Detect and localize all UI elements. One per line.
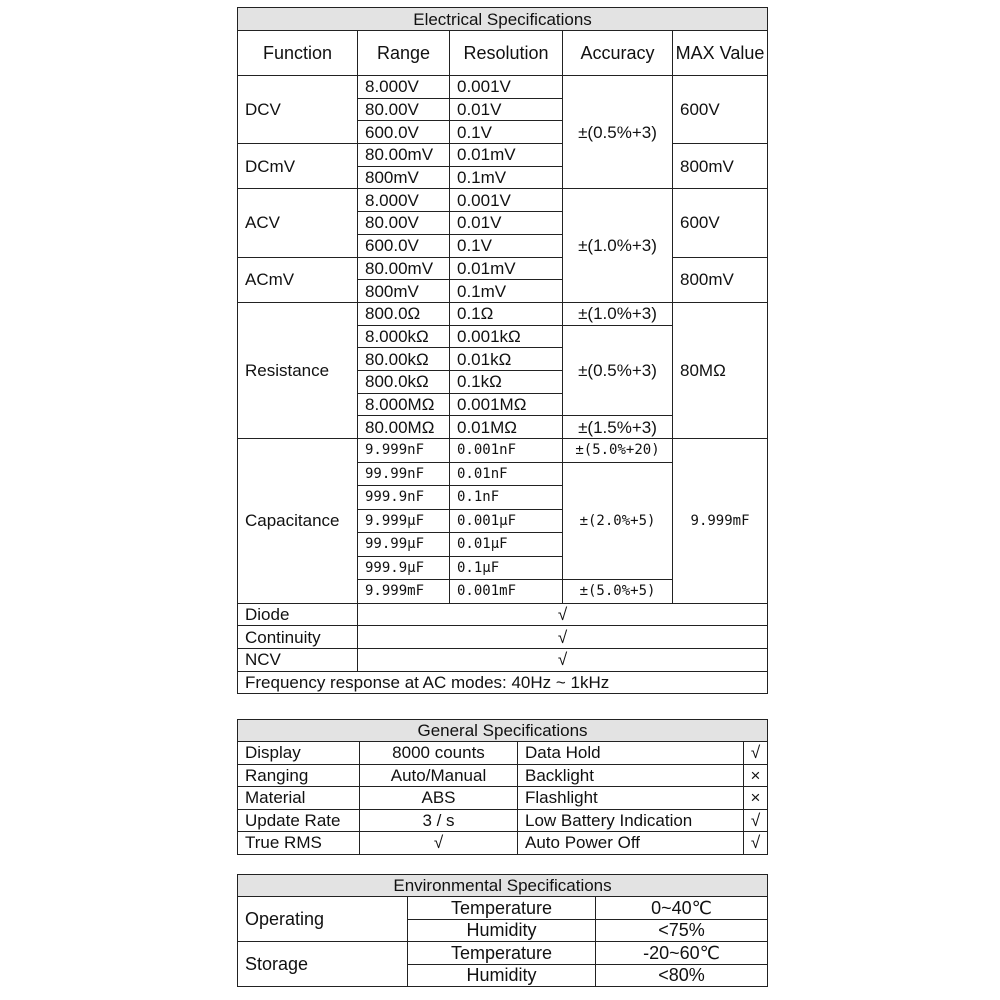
- header-accuracy: Accuracy: [563, 31, 673, 76]
- storage-temperature-label: Temperature: [408, 942, 596, 965]
- range-cell: 9.999mF: [358, 580, 450, 604]
- spec-value: 8000 counts: [360, 742, 518, 765]
- feature-label: Backlight: [518, 764, 744, 787]
- range-cell: 99.99nF: [358, 462, 450, 486]
- operating-temperature-label: Temperature: [408, 897, 596, 920]
- header-resolution: Resolution: [450, 31, 563, 76]
- feature-label: Flashlight: [518, 787, 744, 810]
- function-diode: Diode: [238, 603, 358, 626]
- frequency-response-note: Frequency response at AC modes: 40Hz ~ 1kHz: [238, 671, 768, 694]
- range-cell: 9.999nF: [358, 439, 450, 463]
- header-max-value: MAX Value: [673, 31, 768, 76]
- function-ncv: NCV: [238, 648, 358, 671]
- electrical-specifications-table: [237, 7, 768, 694]
- range-cell: 80.00V: [358, 212, 450, 235]
- range-cell: 800mV: [358, 280, 450, 303]
- resolution-cell: 0.1Ω: [450, 302, 563, 325]
- range-cell: 8.000kΩ: [358, 325, 450, 348]
- feature-label: Data Hold: [518, 742, 744, 765]
- accuracy-capacitance-1: ±(5.0%+20): [563, 439, 673, 463]
- condition-operating: Operating: [238, 897, 408, 942]
- feature-mark: √: [744, 809, 768, 832]
- resolution-cell: 0.1V: [450, 121, 563, 144]
- resolution-cell: 0.1mV: [450, 280, 563, 303]
- resolution-cell: 0.001nF: [450, 439, 563, 463]
- spec-label: Update Rate: [238, 809, 360, 832]
- operating-humidity-label: Humidity: [408, 919, 596, 942]
- header-range: Range: [358, 31, 450, 76]
- range-cell: 80.00mV: [358, 144, 450, 167]
- feature-mark: ×: [744, 764, 768, 787]
- range-cell: 800mV: [358, 166, 450, 189]
- range-cell: 99.99μF: [358, 533, 450, 557]
- spec-value: ABS: [360, 787, 518, 810]
- diode-supported-check: √: [358, 603, 768, 626]
- environmental-specifications-table: [237, 874, 768, 987]
- resolution-cell: 0.01mV: [450, 257, 563, 280]
- ncv-supported-check: √: [358, 648, 768, 671]
- function-acmv: ACmV: [238, 257, 358, 302]
- range-cell: 600.0V: [358, 234, 450, 257]
- condition-storage: Storage: [238, 942, 408, 987]
- accuracy-resistance-1: ±(1.0%+3): [563, 302, 673, 325]
- function-dcv: DCV: [238, 76, 358, 144]
- feature-label: Auto Power Off: [518, 832, 744, 855]
- resolution-cell: 0.1mV: [450, 166, 563, 189]
- range-cell: 800.0kΩ: [358, 370, 450, 393]
- general-specifications-table: [237, 719, 768, 855]
- environmental-title: Environmental Specifications: [238, 875, 768, 897]
- max-acmv: 800mV: [673, 257, 768, 302]
- accuracy-dc: ±(0.5%+3): [563, 76, 673, 189]
- range-cell: 8.000V: [358, 189, 450, 212]
- resolution-cell: 0.1V: [450, 234, 563, 257]
- range-cell: 999.9nF: [358, 486, 450, 510]
- resolution-cell: 0.01mV: [450, 144, 563, 167]
- function-capacitance: Capacitance: [238, 439, 358, 604]
- max-dcv: 600V: [673, 76, 768, 144]
- spec-label: True RMS: [238, 832, 360, 855]
- electrical-title: Electrical Specifications: [238, 8, 768, 31]
- max-resistance: 80MΩ: [673, 302, 768, 438]
- range-cell: 8.000MΩ: [358, 393, 450, 416]
- continuity-supported-check: √: [358, 626, 768, 649]
- resolution-cell: 0.01nF: [450, 462, 563, 486]
- resolution-cell: 0.1kΩ: [450, 370, 563, 393]
- accuracy-capacitance-3: ±(5.0%+5): [563, 580, 673, 604]
- resolution-cell: 0.01MΩ: [450, 416, 563, 439]
- feature-mark: ×: [744, 787, 768, 810]
- spec-value: Auto/Manual: [360, 764, 518, 787]
- range-cell: 80.00mV: [358, 257, 450, 280]
- resolution-cell: 0.001MΩ: [450, 393, 563, 416]
- max-capacitance: 9.999mF: [673, 439, 768, 604]
- accuracy-resistance-2: ±(0.5%+3): [563, 325, 673, 416]
- max-dcmv: 800mV: [673, 144, 768, 189]
- storage-humidity-value: <80%: [596, 964, 768, 987]
- feature-mark: √: [744, 742, 768, 765]
- range-cell: 800.0Ω: [358, 302, 450, 325]
- spec-label: Display: [238, 742, 360, 765]
- range-cell: 80.00MΩ: [358, 416, 450, 439]
- function-acv: ACV: [238, 189, 358, 257]
- resolution-cell: 0.001kΩ: [450, 325, 563, 348]
- resolution-cell: 0.01V: [450, 212, 563, 235]
- general-title: General Specifications: [238, 720, 768, 742]
- resolution-cell: 0.001mF: [450, 580, 563, 604]
- resolution-cell: 0.001μF: [450, 509, 563, 533]
- spec-value: 3 / s: [360, 809, 518, 832]
- range-cell: 80.00kΩ: [358, 348, 450, 371]
- feature-label: Low Battery Indication: [518, 809, 744, 832]
- spec-value: √: [360, 832, 518, 855]
- resolution-cell: 0.01μF: [450, 533, 563, 557]
- range-cell: 999.9μF: [358, 556, 450, 580]
- spec-label: Material: [238, 787, 360, 810]
- accuracy-resistance-3: ±(1.5%+3): [563, 416, 673, 439]
- resolution-cell: 0.001V: [450, 189, 563, 212]
- max-acv: 600V: [673, 189, 768, 257]
- function-continuity: Continuity: [238, 626, 358, 649]
- resolution-cell: 0.01V: [450, 98, 563, 121]
- resolution-cell: 0.1nF: [450, 486, 563, 510]
- storage-humidity-label: Humidity: [408, 964, 596, 987]
- range-cell: 9.999μF: [358, 509, 450, 533]
- header-function: Function: [238, 31, 358, 76]
- operating-humidity-value: <75%: [596, 919, 768, 942]
- accuracy-capacitance-2: ±(2.0%+5): [563, 462, 673, 580]
- function-resistance: Resistance: [238, 302, 358, 438]
- resolution-cell: 0.01kΩ: [450, 348, 563, 371]
- range-cell: 80.00V: [358, 98, 450, 121]
- accuracy-ac: ±(1.0%+3): [563, 189, 673, 302]
- resolution-cell: 0.1μF: [450, 556, 563, 580]
- operating-temperature-value: 0~40℃: [596, 897, 768, 920]
- resolution-cell: 0.001V: [450, 76, 563, 99]
- storage-temperature-value: -20~60℃: [596, 942, 768, 965]
- function-dcmv: DCmV: [238, 144, 358, 189]
- range-cell: 600.0V: [358, 121, 450, 144]
- range-cell: 8.000V: [358, 76, 450, 99]
- feature-mark: √: [744, 832, 768, 855]
- spec-label: Ranging: [238, 764, 360, 787]
